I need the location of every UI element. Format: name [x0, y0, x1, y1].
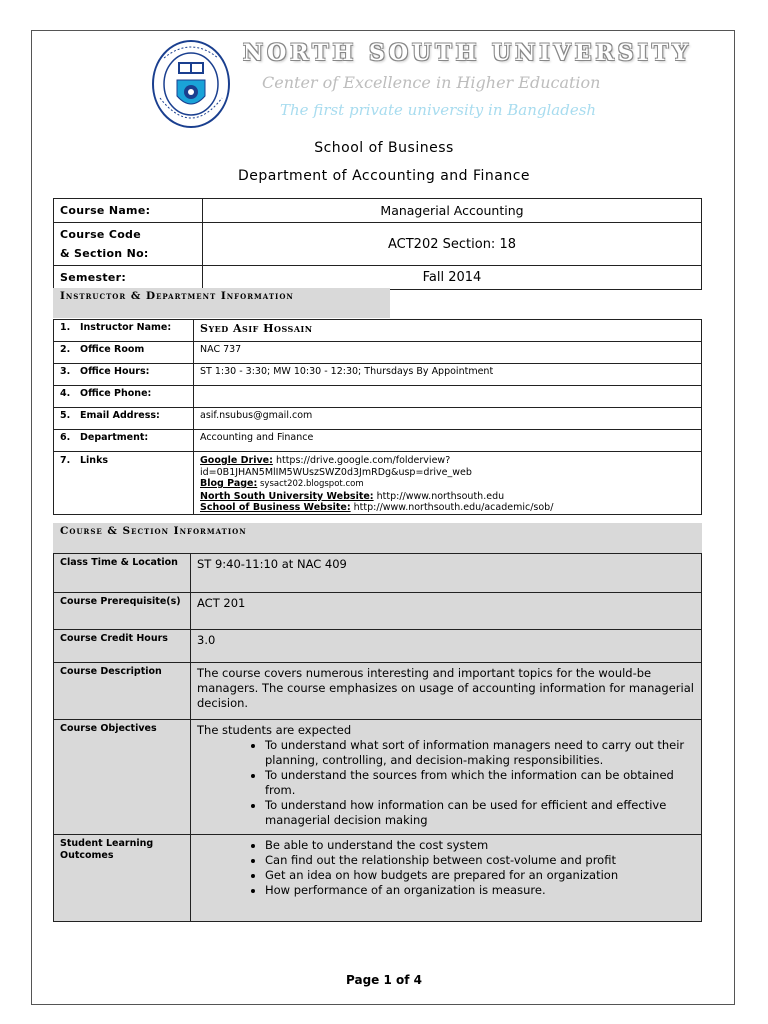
- course-name-label: Course Name:: [54, 199, 203, 223]
- university-name: NORTH SOUTH UNIVERSITY: [243, 40, 693, 66]
- table-row: [54, 593, 702, 630]
- row-label: [54, 342, 194, 364]
- row-label-text: Department:: [80, 432, 149, 443]
- row-label: [54, 452, 194, 515]
- university-subtagline: The first private university in Bangladesh: [280, 101, 597, 119]
- description-value: The course covers numerous interesting and important topics for the would-be managers. The course emphasizes on usage of accounting information for managerial decision.: [191, 663, 702, 720]
- table-row: [54, 630, 702, 663]
- list-item: • Be able to understand the cost system: [265, 838, 695, 853]
- university-tagline: Center of Excellence in Higher Education: [262, 73, 601, 92]
- objectives-label: Course Objectives: [54, 720, 191, 835]
- row-label: [54, 408, 194, 430]
- email-value: asif.nsubus@gmail.com: [194, 408, 702, 430]
- semester-value: Fall 2014: [203, 266, 702, 290]
- table-row: [54, 430, 702, 452]
- sob-website-link[interactable]: [200, 502, 695, 514]
- sob-url: http://www.northsouth.edu/academic/sob/: [350, 502, 554, 513]
- outcomes-cell: [191, 835, 702, 922]
- gdrive-link-label: Google Drive:: [200, 455, 273, 466]
- table-row: [54, 386, 702, 408]
- links-cell: [194, 452, 702, 515]
- course-code-label-line1: Course Code: [60, 228, 141, 241]
- office-phone-value: [194, 386, 702, 408]
- prereq-label: Course Prerequisite(s): [54, 593, 191, 630]
- table-row: [54, 223, 702, 266]
- university-seal-logo: [150, 38, 232, 130]
- class-time-value: ST 9:40-11:10 at NAC 409: [191, 554, 702, 593]
- nsu-url: http://www.northsouth.edu: [373, 490, 505, 502]
- blog-url: sysact202.blogspot.com: [257, 479, 364, 489]
- table-row: [54, 320, 702, 342]
- row-num: 4.: [60, 388, 71, 399]
- table-row: [54, 720, 702, 835]
- instructor-name: Syed Asif Hossain: [200, 322, 313, 335]
- row-num: 7.: [60, 455, 71, 466]
- outcomes-list: [197, 838, 695, 898]
- table-row: [54, 266, 702, 290]
- row-num: 5.: [60, 410, 71, 421]
- row-label: [54, 430, 194, 452]
- department-value: Accounting and Finance: [194, 430, 702, 452]
- instructor-section-heading: Instructor & Department Information: [53, 288, 390, 318]
- course-info-table: [53, 198, 702, 290]
- credit-hours-value: 3.0: [191, 630, 702, 663]
- list-item: • To understand what sort of information managers need to carry out their planning, controlling, and decision-making responsibilities.: [265, 738, 695, 768]
- list-item: • To understand how information can be used for efficient and effective managerial decision making: [265, 798, 695, 828]
- row-label: [54, 320, 194, 342]
- list-item: • Get an idea on how budgets are prepared for an organization: [265, 868, 695, 883]
- list-item: • Can find out the relationship between cost-volume and profit: [265, 853, 695, 868]
- prereq-value: ACT 201: [191, 593, 702, 630]
- page-number: Page 1 of 4: [346, 973, 422, 987]
- row-label: [54, 364, 194, 386]
- course-code-label: [54, 223, 203, 266]
- table-row: [54, 199, 702, 223]
- blog-link-label: Blog Page:: [200, 478, 258, 489]
- class-time-label: Class Time & Location: [54, 554, 191, 593]
- row-num: 6.: [60, 432, 71, 443]
- row-num: 3.: [60, 366, 71, 377]
- table-row: [54, 663, 702, 720]
- credit-hours-label: Course Credit Hours: [54, 630, 191, 663]
- table-row: [54, 342, 702, 364]
- row-label: [54, 386, 194, 408]
- blog-link[interactable]: [200, 478, 695, 491]
- semester-label: Semester:: [54, 266, 203, 290]
- sob-link-label: School of Business Website:: [200, 502, 351, 513]
- table-row: [54, 835, 702, 922]
- outcomes-label: Student Learning Outcomes: [54, 835, 191, 922]
- gdrive-link[interactable]: [200, 455, 695, 467]
- description-label: Course Description: [54, 663, 191, 720]
- instructor-table: [53, 319, 702, 515]
- row-label-text: Email Address:: [80, 410, 160, 421]
- row-label-text: Office Room: [80, 344, 145, 355]
- objectives-list: [197, 738, 695, 828]
- row-num: 2.: [60, 344, 71, 355]
- school-title: School of Business: [314, 140, 454, 156]
- row-label-text: Office Hours:: [80, 366, 150, 377]
- department-title: Department of Accounting and Finance: [237, 168, 531, 184]
- office-hours-value: ST 1:30 - 3:30; MW 10:30 - 12:30; Thursdays By Appointment: [194, 364, 702, 386]
- course-section-heading: Course & Section Information: [53, 523, 702, 553]
- course-name-value: Managerial Accounting: [203, 199, 702, 223]
- instructor-name-value: [194, 320, 702, 342]
- course-code-label-line2: & Section No:: [60, 247, 149, 260]
- course-code-value: ACT202 Section: 18: [203, 223, 702, 266]
- gdrive-link-cont[interactable]: id=0B1JHAN5MlIM5WUszSWZ0d3JmRDg&usp=drive_web: [200, 466, 472, 478]
- gdrive-url: https://drive.google.com/folderview?: [272, 455, 451, 466]
- nsu-website-link[interactable]: [200, 491, 695, 503]
- row-label-text: Links: [80, 455, 109, 466]
- table-row: [54, 452, 702, 515]
- row-label-text: Office Phone:: [80, 388, 152, 399]
- row-label-text: Instructor Name:: [80, 322, 172, 333]
- list-item: • How performance of an organization is measure.: [265, 883, 695, 898]
- table-row: [54, 408, 702, 430]
- table-row: [54, 364, 702, 386]
- objectives-cell: [191, 720, 702, 835]
- row-num: 1.: [60, 322, 71, 333]
- course-section-table: [53, 553, 702, 922]
- nsu-link-label: North South University Website:: [200, 490, 374, 502]
- objectives-intro: The students are expected: [197, 723, 352, 737]
- table-row: [54, 554, 702, 593]
- office-room-value: NAC 737: [194, 342, 702, 364]
- list-item: • To understand the sources from which the information can be obtained from.: [265, 768, 695, 798]
